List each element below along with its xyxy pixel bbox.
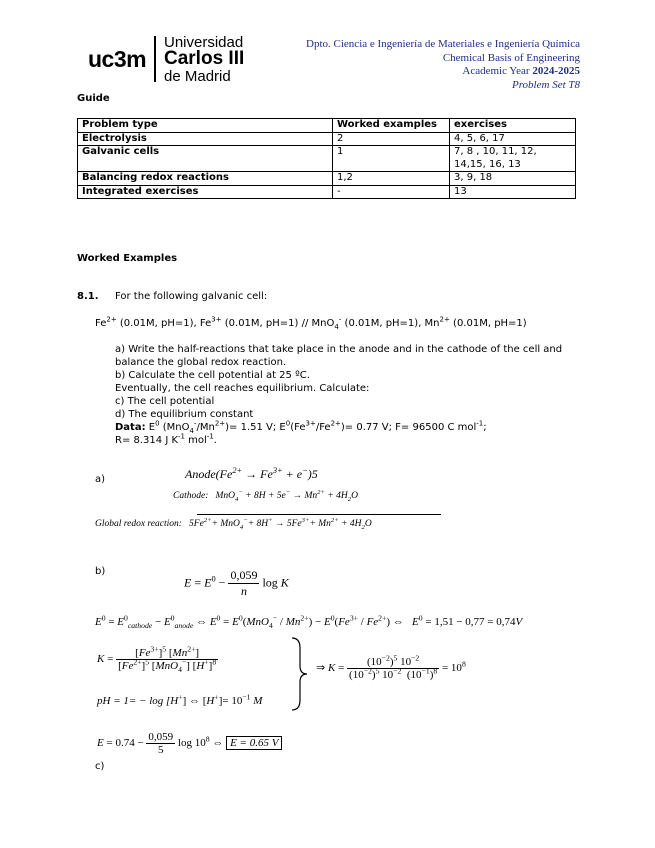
guide-table bbox=[77, 118, 576, 199]
logo-line3: de Madrid bbox=[164, 68, 231, 85]
logo-divider bbox=[154, 36, 156, 82]
k-calculation: ⇒ K = $\frac{(10^{-2})^5 10^{-2}}{(10^{-2})^5 10^{-2} (10^{-1})^8}$ = $10^8$ bbox=[316, 653, 466, 681]
table-cell: 3, 9, 18 bbox=[450, 172, 576, 186]
question-b: b) Calculate the cell potential at 25 ºC. bbox=[115, 370, 310, 381]
sum-line bbox=[197, 514, 441, 515]
solution-label-a: a) bbox=[95, 474, 106, 485]
problem-set: Problem Set T8 bbox=[511, 78, 580, 91]
table-cell: 1,2 bbox=[333, 172, 450, 186]
table-row bbox=[78, 172, 576, 186]
global-reaction: Global redox reaction: $5Fe^{2+}+ MnO_4^-+ 8H^+ \to 5Fe^{3+}+ Mn^{2+} + 4H_2O$ bbox=[95, 516, 372, 531]
problem-number: 8.1. bbox=[77, 291, 99, 302]
solution-label-c: c) bbox=[95, 761, 105, 772]
table-cell: 1 bbox=[333, 146, 450, 172]
table-cell: Galvanic cells bbox=[78, 146, 333, 172]
cathode-reaction: Cathode: $MnO_4^- + 8H + 5e^- \to Mn^{2+} + 4H_2O$ bbox=[173, 488, 358, 503]
logo-line1: Universidad bbox=[164, 34, 244, 51]
nernst-equation: $E = E^0$ − $\frac{0,059}{n}$ log K bbox=[184, 568, 289, 598]
problem-questions bbox=[115, 343, 585, 447]
question-c: c) The cell potential bbox=[115, 396, 215, 407]
standard-potential: $E^0 = E^0_{cathode} - E^0_{anode}$ ⇔ $E^0 = E^0(MnO_4^- / Mn^{2+}) - E^0(Fe^{3+} / Fe^{2+})$ ⇔ $E^0 = 1,51 - 0,77 = 0,74V$ bbox=[95, 613, 523, 631]
data-line-2: R= 8.314 J $K^{-1}$ mol$^{-1}$. bbox=[115, 432, 217, 446]
table-cell: 2 bbox=[333, 132, 450, 146]
ph-expression: pH = 1= − log [H+] ⇔ $[H^+]= 10^{-1}$ M bbox=[97, 692, 263, 707]
question-a: a) Write the half-reactions that take place in the anode and in the cathode of the cell and balance the global redox reaction. bbox=[115, 344, 563, 368]
data-line: Data: $E^0$ $(MnO_4^-/Mn^{2+})= 1.51$ V; $E^0(Fe^{3+}/Fe^{2+})= 0.77$ V; F= 96500 C mol$^{-1}$; bbox=[115, 419, 487, 435]
column-header: Worked examples bbox=[333, 119, 450, 133]
guide-title: Guide bbox=[77, 93, 110, 104]
question-d: d) The equilibrium constant bbox=[115, 409, 254, 420]
cell-notation: $Fe^{2+}$ (0.01M, pH=1), $Fe^{3+}$ (0.01M, pH=1) // MnO$_4$- (0.01M, pH=1), $Mn^{2+}$ (0.01M, pH=1) bbox=[95, 315, 527, 331]
academic-year: Academic Year 2024-2025 bbox=[462, 65, 580, 77]
table-header-row bbox=[78, 119, 576, 133]
table-cell: 7, 8 , 10, 11, 12, 14,15, 16, 13 bbox=[450, 146, 576, 172]
table-cell: Electrolysis bbox=[78, 132, 333, 146]
table-row bbox=[78, 185, 576, 199]
worked-examples-title: Worked Examples bbox=[77, 253, 178, 264]
table-row bbox=[78, 132, 576, 146]
cell-potential-calc: E = 0.74 − $\frac{0,059}{5}$ $\log 10^8$ ⇔ E = 0.65 V bbox=[97, 731, 282, 756]
solution-label-b: b) bbox=[95, 566, 106, 577]
column-header: exercises bbox=[450, 119, 576, 133]
table-cell: Integrated exercises bbox=[78, 185, 333, 199]
equilibrium-expression: K = $\frac{[Fe^{3+}]^5 [Mn^{2+}]}{[Fe^{2+}]^5 [MnO_4^-] [H^+]^8}$ bbox=[97, 644, 217, 675]
table-cell: 13 bbox=[450, 185, 576, 199]
cell-potential-result: E = 0.65 V bbox=[226, 736, 282, 750]
department: Dpto. Ciencia e Ingeniería de Materiales e Ingeniería Química bbox=[306, 38, 580, 50]
anode-reaction: $Anode(Fe^{2+} \to Fe^{3+} + e^-)5$ bbox=[185, 466, 318, 481]
table-cell: 4, 5, 6, 17 bbox=[450, 132, 576, 146]
logo-short: uc3m bbox=[88, 46, 147, 72]
logo-line2: Carlos III bbox=[164, 48, 245, 69]
table-cell: Balancing redox reactions bbox=[78, 172, 333, 186]
university-logo bbox=[88, 34, 263, 86]
course-name: Chemical Basis of Engineering bbox=[442, 51, 580, 64]
problem-intro: For the following galvanic cell: bbox=[115, 291, 268, 302]
right-brace bbox=[290, 636, 310, 712]
column-header: Problem type bbox=[78, 119, 333, 133]
question-equilibrium: Eventually, the cell reaches equilibrium. Calculate: bbox=[115, 383, 370, 394]
table-row bbox=[78, 146, 576, 172]
table-cell: - bbox=[333, 185, 450, 199]
document-header bbox=[306, 38, 580, 92]
